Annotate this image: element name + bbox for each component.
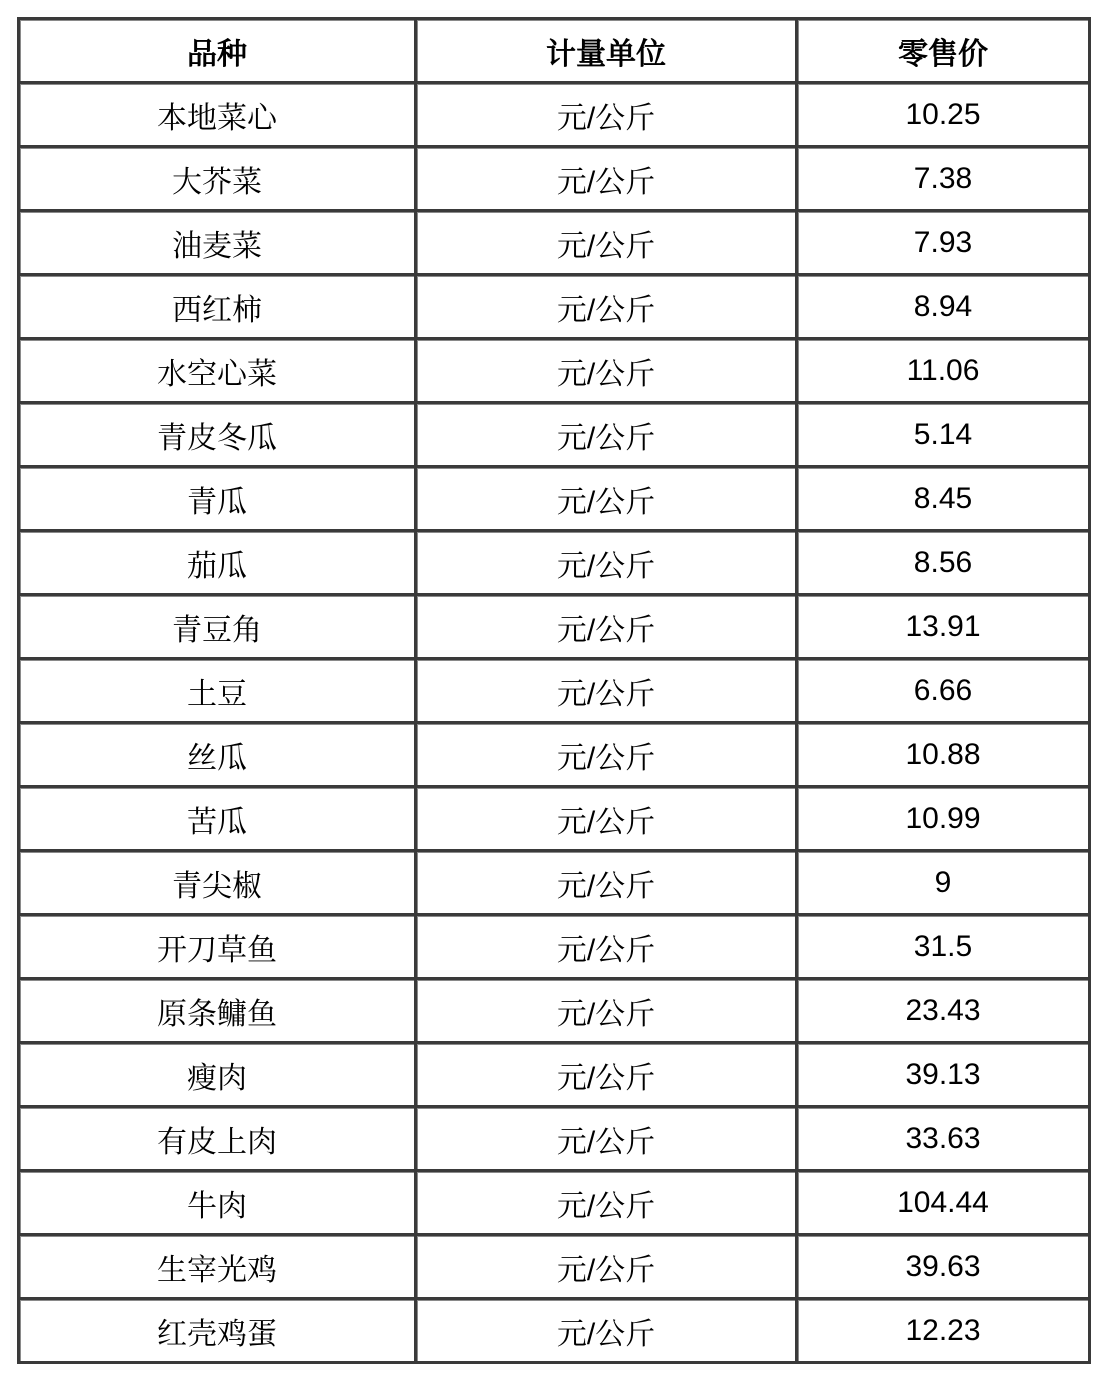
table-row <box>19 659 1090 723</box>
unit-cell: 元/公斤 <box>416 979 797 1043</box>
price-cell: 10.88 <box>797 723 1090 787</box>
variety-cell: 茄瓜 <box>19 531 416 595</box>
variety-cell: 青瓜 <box>19 467 416 531</box>
price-cell: 7.93 <box>797 211 1090 275</box>
variety-cell: 西红柿 <box>19 275 416 339</box>
table-row <box>19 275 1090 339</box>
table-row <box>19 1107 1090 1171</box>
variety-cell: 青豆角 <box>19 595 416 659</box>
table-row <box>19 339 1090 403</box>
variety-cell: 青尖椒 <box>19 851 416 915</box>
variety-cell: 瘦肉 <box>19 1043 416 1107</box>
table-row <box>19 531 1090 595</box>
unit-cell: 元/公斤 <box>416 1043 797 1107</box>
price-cell: 10.25 <box>797 83 1090 147</box>
price-cell: 12.23 <box>797 1299 1090 1363</box>
variety-cell: 大芥菜 <box>19 147 416 211</box>
table-row <box>19 851 1090 915</box>
price-cell: 8.56 <box>797 531 1090 595</box>
unit-cell: 元/公斤 <box>416 915 797 979</box>
unit-cell: 元/公斤 <box>416 339 797 403</box>
variety-cell: 原条鳙鱼 <box>19 979 416 1043</box>
unit-cell: 元/公斤 <box>416 1107 797 1171</box>
table-row <box>19 467 1090 531</box>
variety-cell: 有皮上肉 <box>19 1107 416 1171</box>
header-variety: 品种 <box>19 19 416 83</box>
price-cell: 10.99 <box>797 787 1090 851</box>
price-cell: 23.43 <box>797 979 1090 1043</box>
unit-cell: 元/公斤 <box>416 1235 797 1299</box>
table-row <box>19 1235 1090 1299</box>
unit-cell: 元/公斤 <box>416 1299 797 1363</box>
unit-cell: 元/公斤 <box>416 83 797 147</box>
table-row <box>19 211 1090 275</box>
table-row <box>19 403 1090 467</box>
header-unit: 计量单位 <box>416 19 797 83</box>
variety-cell: 水空心菜 <box>19 339 416 403</box>
price-cell: 7.38 <box>797 147 1090 211</box>
variety-cell: 苦瓜 <box>19 787 416 851</box>
unit-cell: 元/公斤 <box>416 531 797 595</box>
table-row <box>19 979 1090 1043</box>
price-cell: 9 <box>797 851 1090 915</box>
price-table <box>17 17 1091 1364</box>
variety-cell: 丝瓜 <box>19 723 416 787</box>
variety-cell: 开刀草鱼 <box>19 915 416 979</box>
price-cell: 39.63 <box>797 1235 1090 1299</box>
price-cell: 39.13 <box>797 1043 1090 1107</box>
table-row <box>19 147 1090 211</box>
price-cell: 31.5 <box>797 915 1090 979</box>
variety-cell: 油麦菜 <box>19 211 416 275</box>
variety-cell: 红壳鸡蛋 <box>19 1299 416 1363</box>
price-cell: 13.91 <box>797 595 1090 659</box>
price-cell: 33.63 <box>797 1107 1090 1171</box>
table-row <box>19 915 1090 979</box>
unit-cell: 元/公斤 <box>416 1171 797 1235</box>
table-row <box>19 787 1090 851</box>
variety-cell: 牛肉 <box>19 1171 416 1235</box>
variety-cell: 土豆 <box>19 659 416 723</box>
header-retail-price: 零售价 <box>797 19 1090 83</box>
price-cell: 11.06 <box>797 339 1090 403</box>
unit-cell: 元/公斤 <box>416 467 797 531</box>
price-cell: 5.14 <box>797 403 1090 467</box>
price-cell: 8.45 <box>797 467 1090 531</box>
table-row <box>19 1171 1090 1235</box>
unit-cell: 元/公斤 <box>416 723 797 787</box>
unit-cell: 元/公斤 <box>416 403 797 467</box>
table-row <box>19 1299 1090 1363</box>
header-row <box>19 19 1090 83</box>
unit-cell: 元/公斤 <box>416 275 797 339</box>
table-body <box>19 83 1090 1363</box>
unit-cell: 元/公斤 <box>416 851 797 915</box>
table-row <box>19 1043 1090 1107</box>
table-row <box>19 723 1090 787</box>
unit-cell: 元/公斤 <box>416 595 797 659</box>
price-cell: 8.94 <box>797 275 1090 339</box>
price-cell: 6.66 <box>797 659 1090 723</box>
unit-cell: 元/公斤 <box>416 211 797 275</box>
price-cell: 104.44 <box>797 1171 1090 1235</box>
table-row <box>19 595 1090 659</box>
variety-cell: 生宰光鸡 <box>19 1235 416 1299</box>
variety-cell: 青皮冬瓜 <box>19 403 416 467</box>
unit-cell: 元/公斤 <box>416 659 797 723</box>
unit-cell: 元/公斤 <box>416 147 797 211</box>
table-row <box>19 83 1090 147</box>
unit-cell: 元/公斤 <box>416 787 797 851</box>
variety-cell: 本地菜心 <box>19 83 416 147</box>
